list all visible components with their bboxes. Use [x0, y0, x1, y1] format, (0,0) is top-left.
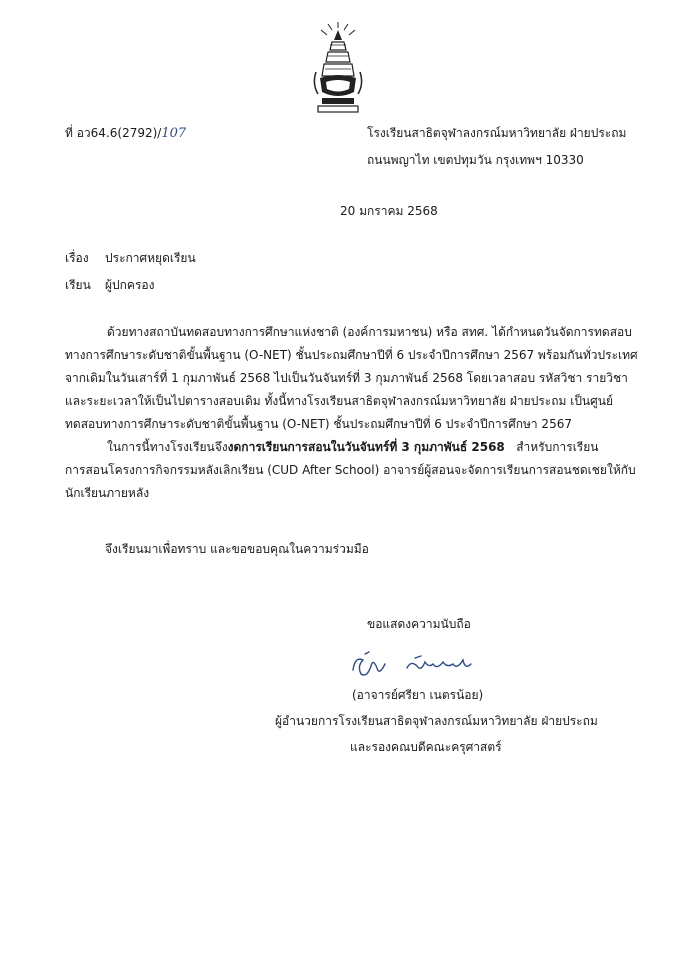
school-name: โรงเรียนสาธิตจุฬาลงกรณ์มหาวิทยาลัย ฝ่ายประถม — [367, 126, 627, 140]
paragraph-line: นักเรียนภายหลัง — [65, 486, 150, 500]
signer-name: (อาจารย์ศรียา เนตรน้อย) — [352, 688, 484, 702]
paragraph-line: จากเดิมในวันเสาร์ที่ 1 กุมภาพันธ์ 2568 ไปเป็นวันจันทร์ที่ 3 กุมภาพันธ์ 2568 โดยเวลาสอบ รหัสวิชา รายวิชา — [65, 371, 628, 385]
paragraph-bold-notice: งดการเรียนการสอนในวันจันทร์ที่ 3 กุมภาพันธ์ 2568 — [227, 440, 505, 454]
paragraph-line: และระยะเวลาให้เป็นไปตารางสอบเดิม ทั้งนี้ทางโรงเรียนสาธิตจุฬาลงกรณ์มหาวิทยาลัย ฝ่ายประถม เป็นศูนย์ — [65, 394, 613, 408]
signer-subtitle: และรองคณบดีคณะครุศาสตร์ — [350, 740, 502, 754]
signer-title: ผู้อำนวยการโรงเรียนสาธิตจุฬาลงกรณ์มหาวิทยาลัย ฝ่ายประถม — [275, 714, 598, 728]
handwritten-signature — [345, 648, 515, 682]
closing-statement: จึงเรียนมาเพื่อทราบ และขอขอบคุณในความร่วมมือ — [105, 542, 369, 556]
letter-date: 20 มกราคม 2568 — [340, 204, 438, 218]
reference-number-text: ที่ อว64.6(2792)/ — [65, 126, 162, 140]
body-paragraph-1 — [65, 321, 638, 436]
paragraph-line: การสอนโครงการกิจกรรมหลังเลิกเรียน (CUD After School) อาจารย์ผู้สอนจะจัดการเรียนการสอนชดเชยให้กับ — [65, 463, 636, 477]
reference-handwritten-number: 107 — [161, 126, 187, 141]
reference-number — [65, 124, 186, 143]
school-crest-logo — [310, 22, 366, 114]
closing-salutation: ขอแสดงความนับถือ — [367, 617, 471, 631]
paragraph-suffix: สำหรับการเรียน — [504, 440, 599, 454]
recipient-label: เรียน — [65, 278, 91, 292]
paragraph-prefix: ในการนี้ทางโรงเรียนจึง — [107, 440, 228, 454]
subject-label: เรื่อง — [65, 251, 89, 265]
paragraph-line: ทดสอบทางการศึกษาระดับชาติขั้นพื้นฐาน (O-NET) ชั้นประถมศึกษาปีที่ 6 ประจำปีการศึกษา 2567 — [65, 417, 572, 431]
recipient-value: ผู้ปกครอง — [105, 278, 155, 292]
body-paragraph-2 — [65, 436, 636, 505]
paragraph-line — [65, 436, 625, 459]
subject-value: ประกาศหยุดเรียน — [105, 251, 196, 265]
paragraph-line: ด้วยทางสถาบันทดสอบทางการศึกษาแห่งชาติ (องค์การมหาชน) หรือ สทศ. ได้กำหนดวันจัดการทดสอบ — [107, 325, 632, 339]
school-address: ถนนพญาไท เขตปทุมวัน กรุงเทพฯ 10330 — [367, 153, 584, 167]
paragraph-line: ทางการศึกษาระดับชาติขั้นพื้นฐาน (O-NET) ชั้นประถมศึกษาปีที่ 6 ประจำปีการศึกษา 2567 พร้อมกันทั่วประเทศ — [65, 348, 638, 362]
